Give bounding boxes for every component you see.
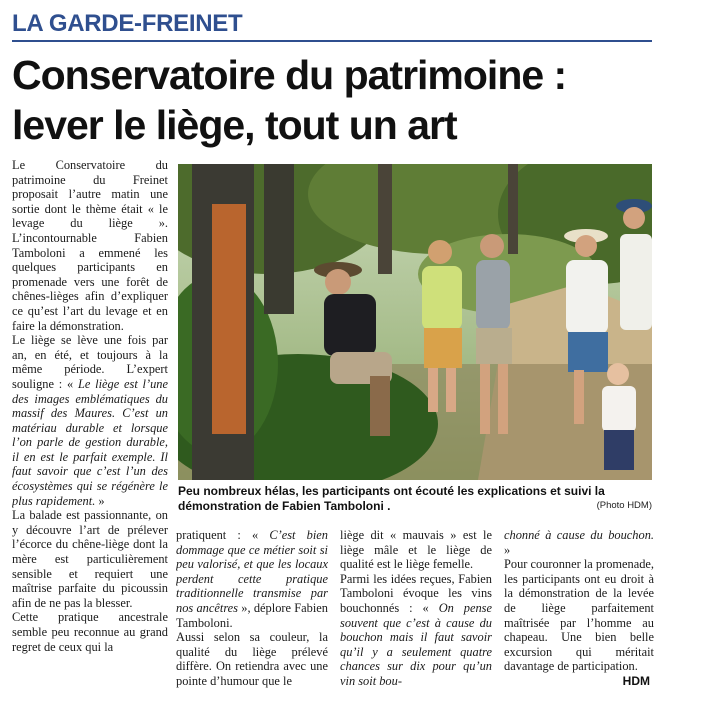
article-column-2 xyxy=(176,528,328,694)
article-column-1 xyxy=(12,158,168,694)
section-kicker: LA GARDE-FREINET xyxy=(12,10,243,37)
paragraph: Le liège se lève une fois par an, en été, et toujours à la même période. L’expert souligne : « Le liège est l’une des images emblématiques du massif des Maures. C’est un matériau durable et lorsque l’on parle de gestion durable, il en est le parfait exemple. Il faut savoir que c’est l’un des écosystèmes qui se régénère le plus rapidement. » xyxy=(12,333,168,508)
paragraph: La balade est passionnante, on y découvre l’art de prélever l’écorce du chêne-liège dont la mère est particulièrement sensible et requiert une maîtrise parfaite du picoussin afin de ne pas la blesser. xyxy=(12,508,168,610)
paragraph: Aussi selon sa couleur, la qualité du liège prélevé diffère. On retiendra avec une pointe d’humour que le xyxy=(176,630,328,688)
photo-credit: (Photo HDM) xyxy=(596,500,652,511)
article-column-3 xyxy=(340,528,492,694)
forest-photo-illustration xyxy=(178,164,652,480)
kicker-rule xyxy=(12,40,652,42)
paragraph: Pour couronner la promenade, les participants ont eu droit à la démonstration de la levée de liège parfaitement maîtrisée par l’homme au chapeau. Une bien belle excursion qui méritait davantage de participation. xyxy=(504,557,654,674)
paragraph: Le Conservatoire du patrimoine du Freinet proposait l’autre matin une sortie dont le thème était « le levage du liège ». L’incontournable Fabien Tamboloni a emmené les quelques participants en promenade vers une forêt de chênes-lièges afin d’expliquer ce qu’est l’art du levage et en faire la démonstration. xyxy=(12,158,168,333)
paragraph: Cette pratique ancestrale semble peu reconnue au grand regret de ceux qui la xyxy=(12,610,168,654)
paragraph: chonné à cause du bouchon. » xyxy=(504,528,654,557)
article-headline: Conservatoire du patrimoine : lever le liège, tout un art xyxy=(12,52,567,148)
article-photo xyxy=(178,164,652,480)
article-column-4 xyxy=(504,528,654,694)
author-signature: HDM xyxy=(622,674,650,688)
paragraph: liège dit « mauvais » est le liège mâle et le liège de qualité est le liège femelle. xyxy=(340,528,492,572)
photo-caption: Peu nombreux hélas, les participants ont écouté les explications et suivi la démonstration de Fabien Tamboloni . xyxy=(178,484,605,513)
paragraph: pratiquent : « C’est bien dommage que ce métier soit si peu valorisé, et que les locaux perdent cette pratique traditionnelle transmise par nos ancêtres », déplore Fabien Tamboloni. xyxy=(176,528,328,630)
paragraph: Parmi les idées reçues, Fabien Tamboloni évoque les vins bouchonnés : « On pense souvent que c’est à cause du bouchon mais il faut savoir qu’il y a seulement quatre chances sur dix pour qu’un vin soit bou- xyxy=(340,571,492,688)
